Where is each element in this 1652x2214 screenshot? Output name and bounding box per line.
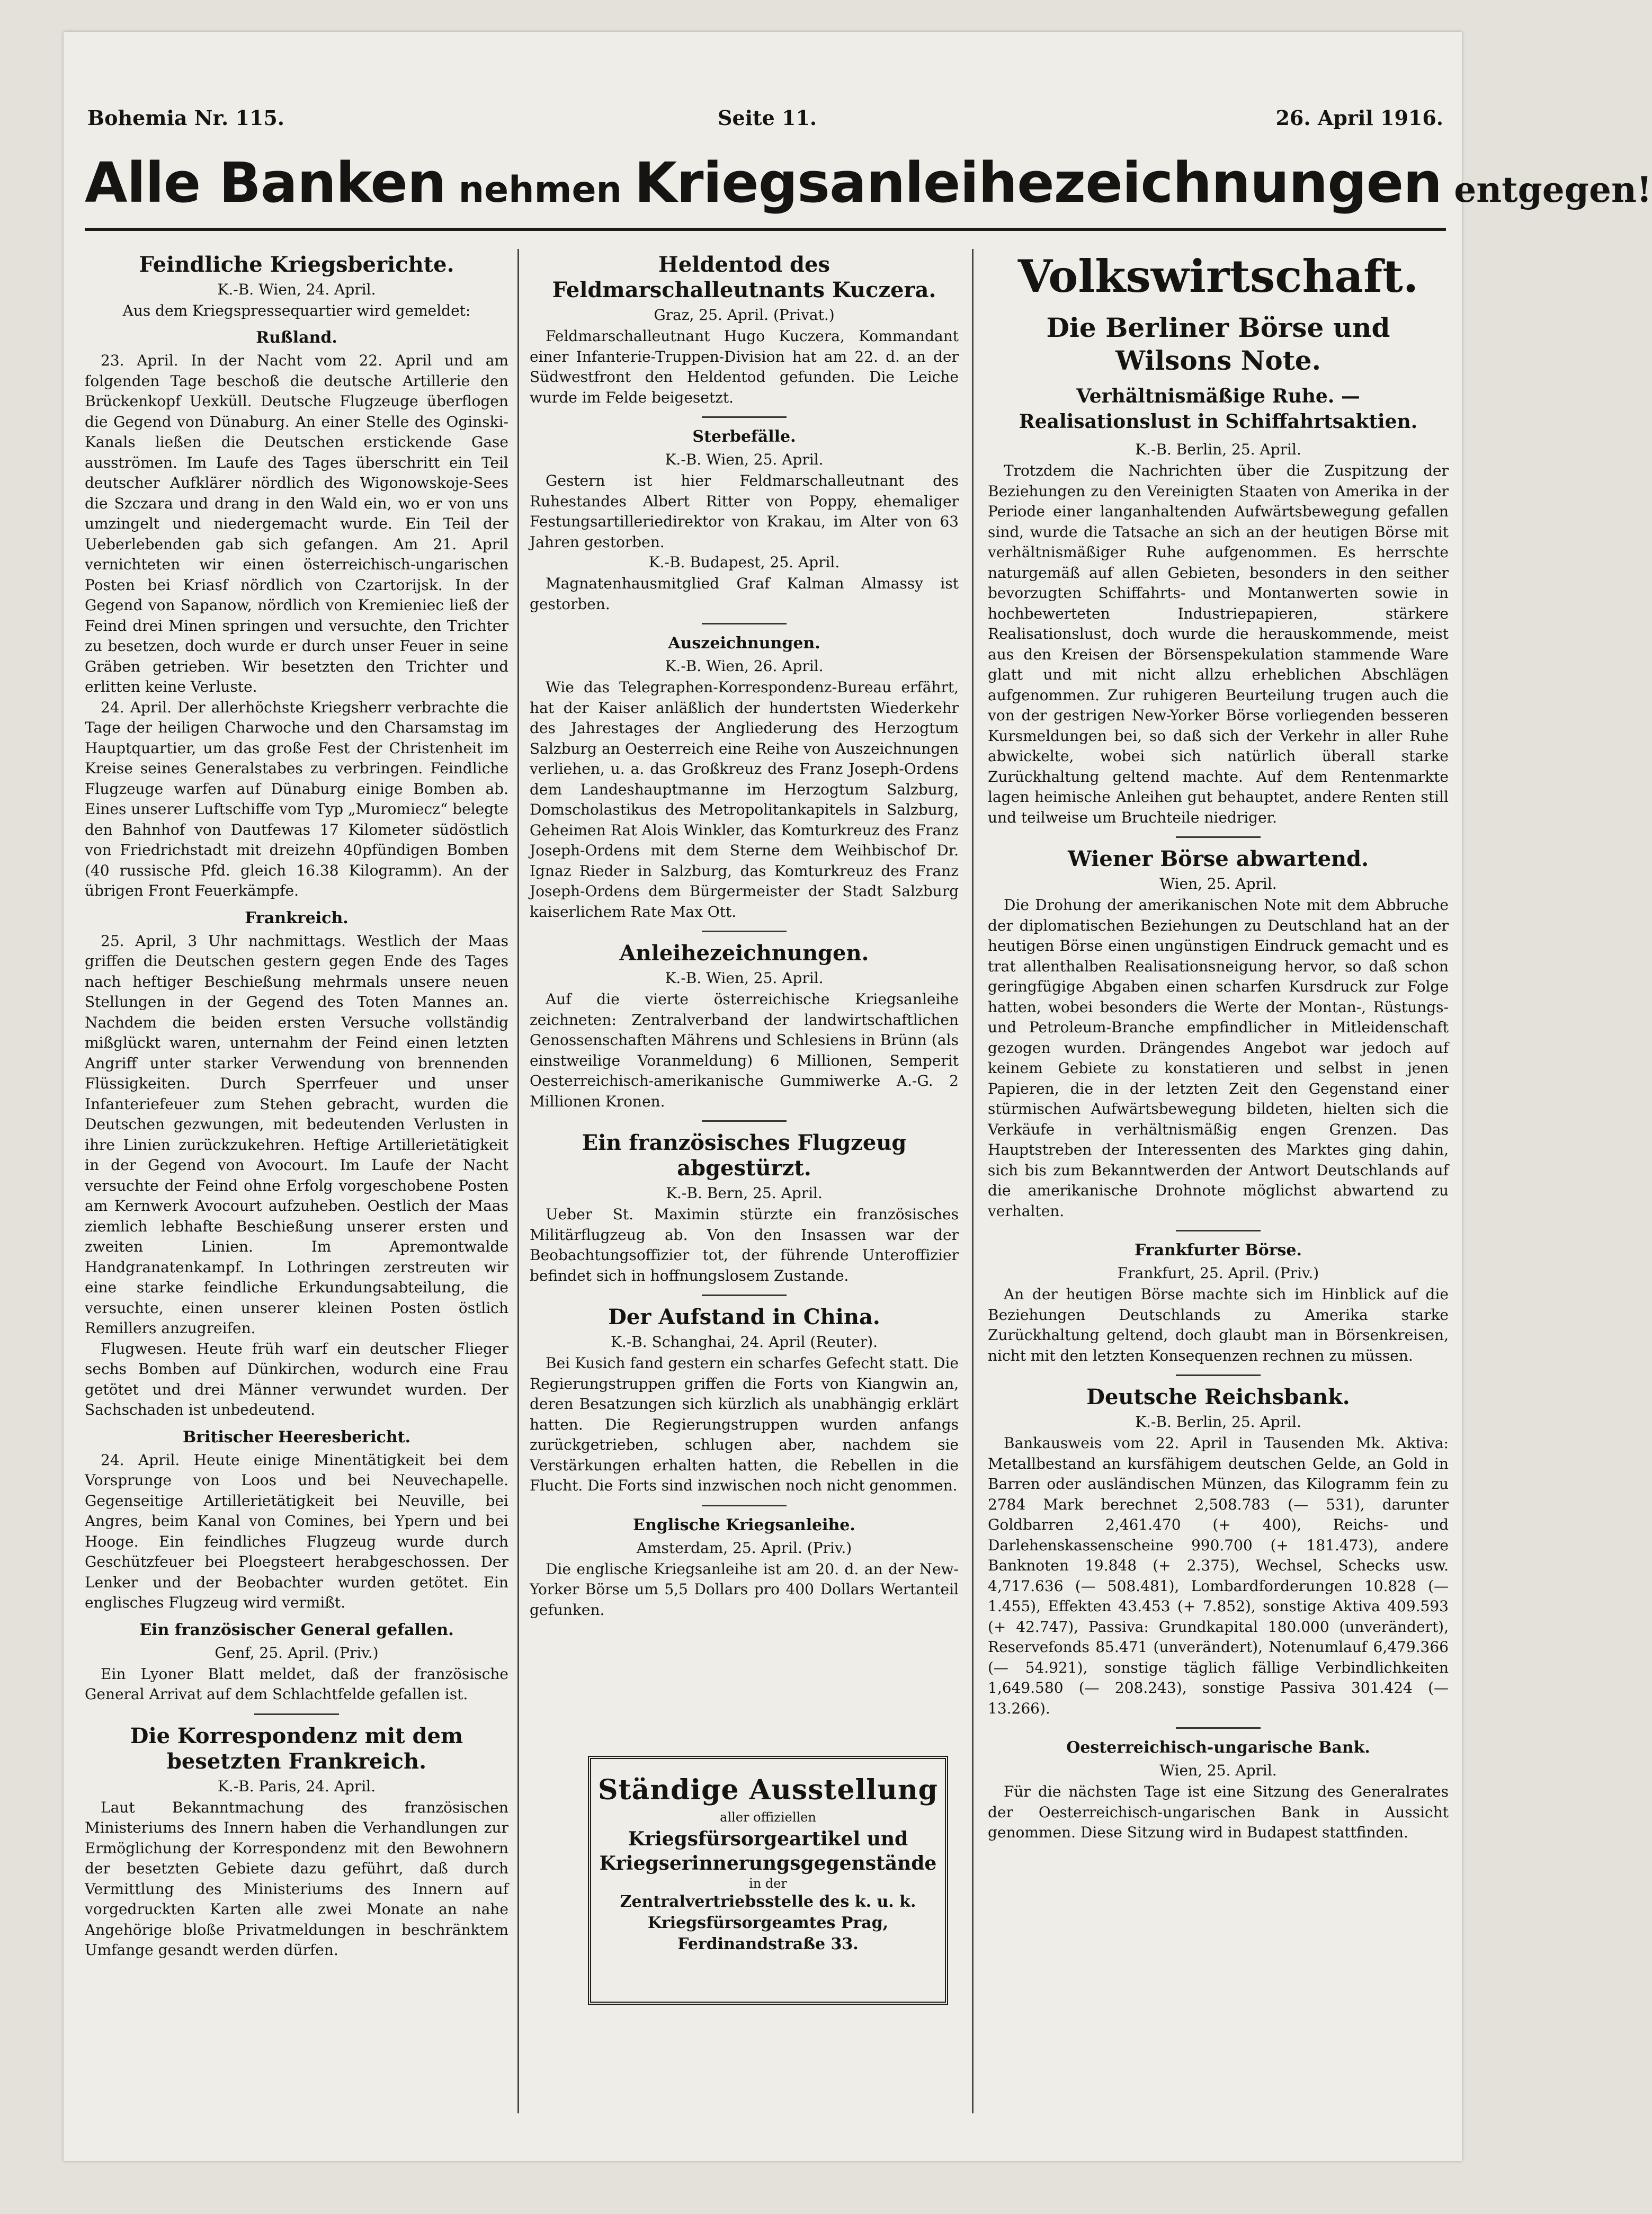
article-feindliche-kriegsberichte	[85, 252, 508, 1705]
header-page-number: Seite 11.	[718, 106, 817, 130]
subheading-general-gefallen: Ein französischer General gefallen.	[139, 1620, 454, 1639]
advertisement-box	[588, 1756, 948, 2005]
paragraph: 24. April. Heute einige Minentätigkeit bei dem Vorsprunge von Loos und bei Neuvechapelle. Gegenseitige Artillerietätigkeit bei Neuville, bei Angres, beim Kanal von Comines, bei Ypern und bei Hooge. Ein feindliches Flugzeug wurde durch Geschützfeuer bei Ploegsteert herabgeschossen. Der Lenker und der Beobachter wurden getötet. Ein englisches Flugzeug wird vermißt.	[85, 1451, 508, 1611]
article-dateline: K.-B. Paris, 24. April.	[217, 1777, 376, 1795]
separator	[702, 1295, 787, 1296]
paragraph: Bei Kusich fand gestern ein scharfes Gefecht statt. Die Regierungstruppen griffen die Forts von Kiangwin an, deren Besatzungen sich kürzlich als unabhängig erklärt hatten. Die Regierungstruppen wurden anfangs zurückgetrieben, schlugen aber, nachdem sie Verstärkungen erhalten hatten, die Rebellen in die Flucht. Die Forts sind inzwischen noch nicht genommen.	[530, 1354, 959, 1494]
separator	[1176, 1374, 1261, 1376]
separator	[702, 1505, 787, 1506]
paragraph: 23. April. In der Nacht vom 22. April und am folgenden Tage beschoß die deutsche Artillerie den Brückenkopf Uexküll. Deutsche Flugzeuge überflogen die Gegend von Dünaburg. An einer Stelle des Oginski-Kanals ließen die Deutschen erstickende Gase ausströmen. Im Laufe des Tages überschritt ein Teil deutscher Aufklärer nördlich des Wigonowskoje-Sees die Szczara und drang in den Wald ein, wo er von uns umzingelt und niedergemacht wurde. Ein Teil der Ueberlebenden gab sich gefangen. Am 21. April vernichteten wir einen österreichisch-ungarischen Posten bei Kriasf nördlich von Czartorijsk. In der Gegend von Sapanow, nördlich von Kremieniec ließ der Feind drei Minen springen und versuchte, den Trichter zu besetzen, doch wurde er durch unser Feuer in seine Gräben getrieben. Wir besetzten den Trichter und erlitten keine Verluste.	[85, 352, 508, 695]
article-dateline: K.-B. Wien, 24. April.	[217, 281, 376, 298]
separator	[702, 623, 787, 624]
paragraph: Gestern ist hier Feldmarschalleutnant des Ruhestandes Albert Ritter von Poppy, ehemaliger Festungsartilleriedirektor von Krakau, im Alter von 63 Jahren gestorben.	[530, 472, 959, 551]
article-title: Wiener Börse abwartend.	[1067, 846, 1369, 871]
article-title: Feindliche Kriegsberichte.	[139, 252, 454, 277]
article-title: Ein französisches Flugzeug abgestürzt.	[582, 1130, 907, 1181]
banner-headline	[85, 143, 1652, 231]
article-wiener-boerse	[988, 846, 1449, 1221]
separator	[702, 1120, 787, 1122]
ad-text: in der	[749, 1876, 787, 1891]
ad-address: Zentralvertriebsstelle des k. u. k. Kriegsfürsorgeamtes Prag, Ferdinandstraße 33.	[620, 1892, 916, 1953]
column-3	[988, 249, 1449, 2135]
paragraph: An der heutigen Börse machte sich im Hinblick auf die Beziehungen Deutschlands zu Amerika starke Zurückhaltung geltend, doch glaubt man in Börsenkreisen, nicht mit den letzten Konsequenzen rechnen zu müssen.	[988, 1285, 1449, 1364]
article-englische-kriegsanleihe	[530, 1515, 959, 1621]
paragraph: Ein Lyoner Blatt meldet, daß der französische General Arrivat auf dem Schlachtfelde gefallen ist.	[85, 1665, 508, 1703]
paragraph: Die Drohung der amerikanischen Note mit dem Abbruche der diplomatischen Beziehungen zu Deutschland hat an der heutigen Börse einen ungünstigen Eindruck gemacht und es trat allenthalben Realisationsneigung hervor, so daß schon geringfügige Abgaben einen scharfen Kursdruck zur Folge hatten, wobei besonders die Werte der Montan-, Rüstungs- und Petroleum-Branche empfindlicher in Mitleidenschaft gezogen wurden. Drängendes Angebot war jedoch auf keinem Gebiete zu konstatieren und selbst in jenen Papieren, die in der letzten Zeit den Gegenstand einer stürmischen Aufwärtsbewegung bildeten, hielten sich die Verkäufe in verhältnismäßig engen Grenzen. Das Hauptstreben der Interessenten des Marktes ging dahin, sich bis zum Bekanntwerden der Antwort Deutschlands auf die amerikanische Drohnote möglichst abwartend zu verhalten.	[988, 896, 1449, 1220]
paragraph: Magnatenhausmitglied Graf Kalman Almassy ist gestorben.	[530, 575, 959, 613]
banner-part-1: Alle Banken	[85, 150, 446, 215]
separator	[254, 1713, 339, 1715]
article-dateline: Graz, 25. April. (Privat.)	[654, 306, 835, 324]
paragraph: Laut Bekanntmachung des französischen Ministeriums des Innern haben die Verhandlungen zur Ermöglichung der Korrespondenz mit den Bewohnern der besetzten Gebiete dazu geführt, daß durch Vermittlung des Ministeriums des Innern auf vorgedruckten Karten alle zwei Monate an nahe Angehörige bloße Privatmeldungen in beschränktem Umfange gesandt werden dürfen.	[85, 1798, 508, 1959]
article-dateline: Genf, 25. April. (Priv.)	[215, 1644, 379, 1662]
separator	[1176, 1230, 1261, 1231]
paragraph: Wie das Telegraphen-Korrespondenz-Bureau erfährt, hat der Kaiser anläßlich der hundertsten Wiederkehr des Jahrestages der Angliederung des Herzogtum Salzburg an Oesterreich eine Reihe von Auszeichnungen verliehen, u. a. das Großkreuz des Franz Joseph-Ordens dem Landeshauptmanne im Herzogtum Salzburg, Domscholastikus des Metropolitankapitels in Salzburg, Geheimen Rat Alois Winkler, das Komturkreuz des Franz Joseph-Ordens mit dem Sterne dem Weihbischof Dr. Ignaz Rieder in Salzburg, das Komturkreuz des Franz Joseph-Ordens dem Bürgermeister der Stadt Salzburg kaiserlichem Rate Max Ott.	[530, 679, 959, 921]
article-dateline: K.-B. Schanghai, 24. April (Reuter).	[610, 1333, 878, 1351]
paragraph: Für die nächsten Tage ist eine Sitzung des Generalrates der Oesterreichisch-ungarischen Bank in Aussicht genommen. Diese Sitzung wird in Budapest stattfinden.	[988, 1783, 1449, 1841]
article-title: Der Aufstand in China.	[608, 1305, 880, 1329]
separator	[1176, 836, 1261, 838]
article-korrespondenz	[85, 1724, 508, 1961]
column-rule	[972, 249, 974, 2113]
article-dateline: K.-B. Bern, 25. April.	[666, 1184, 823, 1202]
article-title: Die Berliner Börse und Wilsons Note.	[1046, 312, 1390, 376]
ad-subject: Kriegsfürsorgeartikel und Kriegserinnerungsgegenstände	[599, 1828, 937, 1874]
separator	[1176, 1727, 1261, 1729]
article-berliner-boerse	[988, 311, 1449, 828]
article-dateline: Amsterdam, 25. April. (Priv.)	[636, 1539, 852, 1557]
article-auszeichnungen	[530, 633, 959, 922]
paragraph: Flugwesen. Heute früh warf ein deutscher Flieger sechs Bomben auf Dünkirchen, wodurch eine Frau getötet und drei Männer verwundet wurden. Der Sachschaden ist unbedeutend.	[85, 1340, 508, 1418]
separator	[702, 416, 787, 418]
subheading-russland: Rußland.	[256, 328, 337, 347]
article-heldentod	[530, 252, 959, 408]
article-title: Englische Kriegsanleihe.	[633, 1515, 855, 1534]
paragraph: Feldmarschalleutnant Hugo Kuczera, Kommandant einer Infanterie-Truppen-Division hat am 22. d. an der Südwestfront den Heldentod gefunden. Die Leiche wurde im Felde beigesetzt.	[530, 327, 959, 406]
article-flugzeug-abgestuerzt	[530, 1130, 959, 1286]
article-dateline: K.-B. Wien, 25. April.	[665, 969, 824, 987]
subheading-britischer-heeresbericht: Britischer Heeresbericht.	[182, 1427, 411, 1447]
article-title: Die Korrespondenz mit dem besetzten Frankreich.	[130, 1723, 463, 1774]
separator	[702, 931, 787, 932]
article-reichsbank	[988, 1385, 1449, 1719]
article-dateline: K.-B. Budapest, 25. April.	[648, 554, 840, 571]
article-dateline: K.-B. Berlin, 25. April.	[1135, 441, 1301, 458]
section-title-volkswirtschaft: Volkswirtschaft.	[1017, 250, 1419, 302]
article-anleihezeichnungen	[530, 941, 959, 1112]
article-intro: Aus dem Kriegspressequartier wird gemeldet:	[122, 302, 471, 319]
article-frankfurter-boerse	[988, 1240, 1449, 1366]
article-title: Auszeichnungen.	[668, 634, 820, 653]
paragraph: Ueber St. Maximin stürzte ein französisches Militärflugzeug ab. Von den Insassen war der Beobachtungsoffizier tot, der führende Unteroffizier befindet sich in hoffnungslosem Zustande.	[530, 1206, 959, 1284]
article-dateline: Frankfurt, 25. April. (Priv.)	[1117, 1264, 1319, 1282]
paragraph: 25. April, 3 Uhr nachmittags. Westlich der Maas griffen die Deutschen gestern gegen Ende des Tages nach heftiger Beschießung mehrmals unsere neuen Stellungen in der Gegend des Toten Mannes an. Nachdem die beiden ersten Versuche vollständig mißglückt waren, unternahm der Feind einen letzten Angriff unter starker Verwendung von brennenden Flüssigkeiten. Durch Sperrfeuer und unser Infanteriefeuer zum Stehen gebracht, wurden die Deutschen gezwungen, mit bedeutenden Verlusten in ihre Linien zurückzukehren. Heftige Artillerietätigkeit in der Gegend von Avocourt. Im Laufe der Nacht versuchte der Feind ohne Erfolg vorgeschobene Posten am Kernwerk Avocourt aufzuheben. Oestlich der Maas ziemlich lebhafte Beschießung unserer ersten und zweiten Linien. Im Apremontwalde Handgranatenkampf. In Lothringen zerstreuten wir eine starke feindliche Erkundungsabteilung, die versuchte, einen unserer kleinen Posten östlich Remillers anzugreifen.	[85, 932, 508, 1337]
article-dateline: Wien, 25. April.	[1159, 1762, 1277, 1779]
ad-text: aller offiziellen	[720, 1810, 816, 1825]
header-issue: Bohemia Nr. 115.	[87, 106, 285, 130]
article-title: Anleihezeichnungen.	[619, 941, 869, 966]
subheading-frankreich: Frankreich.	[245, 908, 349, 927]
paragraph: Bankausweis vom 22. April in Tausenden Mk. Aktiva: Metallbestand an kursfähigem deutschen Gelde, an Gold in Barren oder ausländischen Münzen, das Kilogramm fein zu 2784 Mark berechnet 2,508.783 (— 531), darunter Goldbarren 2,461.470 (+ 400), Reichs- und Darlehenskassenscheine 990.700 (+ 181.473), andere Banknoten 19.848 (+ 2.375), Wechsel, Schecks usw. 4,717.636 (— 508.481), Lombardforderungen 10.828 (— 1.455), Effekten 43.453 (+ 7.852), sonstige Aktiva 409.593 (+ 42.747), Passiva: Grundkapital 180.000 (unverändert), Reservefonds 85.471 (unverändert), Notenumlauf 6,479.366 (— 54.921), sonstige täglich fällige Verbindlichkeiten 1,649.580 (— 208.243), sonstige Passiva 301.424 (— 13.266).	[988, 1434, 1449, 1717]
article-dateline: K.-B. Wien, 26. April.	[665, 657, 824, 675]
article-sterbefaelle	[530, 426, 959, 614]
ad-title: Ständige Ausstellung	[597, 1774, 939, 1806]
paragraph: Die englische Kriegsanleihe ist am 20. d. an der New-Yorker Börse um 5,5 Dollars pro 400 Dollars Wertanteil gefunken.	[530, 1560, 959, 1619]
newspaper-page	[64, 32, 1652, 2161]
header-date: 26. April 1916.	[1275, 106, 1443, 130]
column-rule	[517, 249, 519, 2113]
article-aufstand-china	[530, 1305, 959, 1496]
article-dateline: K.-B. Wien, 25. April.	[665, 451, 824, 468]
article-dateline: K.-B. Berlin, 25. April.	[1135, 1413, 1301, 1431]
article-title: Oesterreichisch-ungarische Bank.	[1066, 1738, 1370, 1757]
article-title: Heldentod des Feldmarschalleutnants Kuczera.	[552, 252, 936, 302]
running-header	[87, 106, 1443, 138]
banner-part-3: Kriegsanleihezeichnungen	[634, 150, 1442, 215]
article-title: Sterbefälle.	[692, 427, 796, 446]
column-1	[85, 249, 508, 2135]
banner-part-4: entgegen!	[1442, 169, 1652, 210]
paragraph: Auf die vierte österreichische Kriegsanleihe zeichneten: Zentralverband der landwirtschaftlichen Genossenschaften Mährens und Schlesiens in Brünn (als einstweilige Voranmeldung) 6 Millionen, Semperit Oesterreichisch-amerikanische Gummiwerke A.-G. 2 Millionen Kronen.	[530, 990, 959, 1110]
paragraph: 24. April. Der allerhöchste Kriegsherr verbrachte die Tage der heiligen Charwoche und den Charsamstag im Hauptquartier, um das große Fest der Christenheit im Kreise seines Generalstabes zu verbringen. Feindliche Flugzeuge warfen auf Dünaburg einige Bomben ab. Eines unserer Luftschiffe vom Typ „Muromiecz“ belegte den Bahnhof von Dautfewas 17 Kilometer südöstlich von Friedrichstadt mit dreizehn 40pfündigen Bomben (40 russische Pfd. gleich 16.38 Kilogramm). An der übrigen Front Feuerkämpfe.	[85, 698, 508, 899]
paragraph: Trotzdem die Nachrichten über die Zuspitzung der Beziehungen zu den Vereinigten Staaten von Amerika in der Periode einer langanhaltenden Aufwärtsbewegung gefallen sind, wurde die Tatsache an sich an der heutigen Börse mit verhältnismäßiger Ruhe aufgenommen. Es herrschte naturgemäß auf allen Gebieten, besonders in den seither bevorzugten Schiffahrts- und Montanwerten sowie in hochbewerteten Industriepapieren, stärkere Realisationslust, doch wurde die herauskommende, meist aus den Kreisen der Börsenspekulation stammende Ware glatt und mit nicht allzu erheblichen Abschlägen aufgenommen. Zur ruhigeren Beurteilung trugen auch die von der gestrigen New-Yorker Börse vorliegenden besseren Kursmeldungen bei, so daß sich der Verkehr in aller Ruhe abwickelte, wobei sich natürlich überall starke Zurückhaltung geltend machte. Auf dem Rentenmarkte lagen heimische Anleihen gut behauptet, andere Renten still und teilweise um Bruchteile niedriger.	[988, 462, 1449, 826]
banner-part-2: nehmen	[445, 169, 635, 211]
article-title: Deutsche Reichsbank.	[1086, 1385, 1350, 1409]
article-dateline: Wien, 25. April.	[1159, 875, 1277, 892]
article-oesterreichisch-ungarische-bank	[988, 1737, 1449, 1843]
article-subtitle: Verhältnismäßige Ruhe. — Realisationslust in Schiffahrtsaktien.	[1019, 385, 1418, 433]
article-title: Frankfurter Börse.	[1135, 1241, 1302, 1260]
